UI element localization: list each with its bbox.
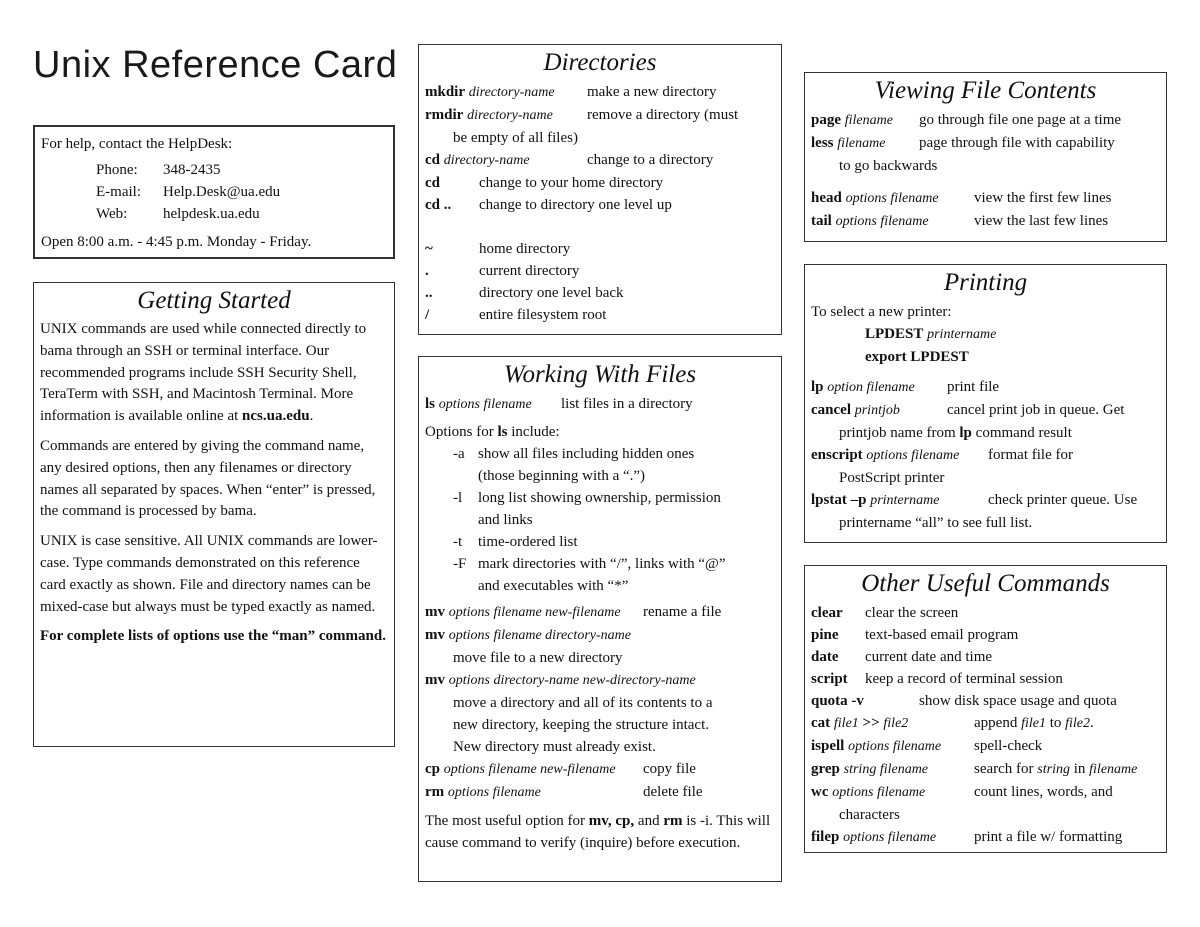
grep-row: grep string filename search for string in filename <box>811 761 1138 777</box>
printing-select: To select a new printer: <box>811 304 952 320</box>
rmdir-row: rmdir directory-name remove a directory (must <box>425 107 739 123</box>
other-commands-box <box>804 565 1167 853</box>
web-label: Web: <box>96 206 128 222</box>
ls-options-intro: Options for ls include: <box>425 424 560 440</box>
pine-row: pine text-based email program <box>811 627 1019 643</box>
symbol-current-row: . current directory <box>425 263 580 279</box>
ncs-link[interactable]: ncs.ua.edu <box>242 408 310 425</box>
ls-option-l-cont: and links <box>478 512 533 528</box>
filep-row: filep options filename print a file w/ formatting <box>811 829 1123 845</box>
getting-started-p2: Commands are entered by giving the command name, any desired options, then any filenames or directory names all separated by spaces. When “enter” is pressed, the command is processed by bama. <box>40 437 376 520</box>
mv-dir-desc-2: new directory, keeping the structure intact. <box>453 717 710 733</box>
export-row: export LPDEST <box>865 349 969 365</box>
getting-started-box <box>33 282 395 747</box>
mv-dir-desc-1: move a directory and all of its contents to a <box>453 695 713 711</box>
mv-dir-desc-3: New directory must already exist. <box>453 739 656 755</box>
helpdesk-hours: Open 8:00 a.m. - 4:45 p.m. Monday - Friday. <box>41 234 312 250</box>
ls-option-f-cont: and executables with “*” <box>478 578 629 594</box>
helpdesk-box <box>33 125 395 259</box>
ispell-row: ispell options filename spell-check <box>811 738 1043 754</box>
ls-option-a-cont: (those beginning with a “.”) <box>478 468 646 484</box>
viewing-heading: Viewing File Contents <box>874 77 1097 104</box>
phone-label: Phone: <box>96 162 138 178</box>
getting-started-heading: Getting Started <box>137 287 291 314</box>
lpstat-row: lpstat –p printername check printer queue. Use <box>811 492 1138 508</box>
symbol-root-row: / entire filesystem root <box>425 307 607 323</box>
quota-row: quota -v show disk space usage and quota <box>811 693 1117 709</box>
cancel-cont: printjob name from lp command result <box>839 425 1072 441</box>
ls-option-t: -t time-ordered list <box>453 534 578 550</box>
phone-value: 348-2435 <box>163 162 221 178</box>
working-files-heading: Working With Files <box>503 361 697 388</box>
cat-row: cat file1 >> file2 append file1 to file2. <box>811 715 1094 731</box>
ls-option-f: -F mark directories with “/”, links with “@” <box>453 556 726 572</box>
clear-row: clear clear the screen <box>811 605 959 621</box>
ls-option-l: -l long list showing ownership, permission <box>453 490 721 506</box>
page-row: page filename go through file one page at a time <box>811 112 1122 128</box>
cancel-row: cancel printjob cancel print job in queue. Get <box>811 402 1125 418</box>
mkdir-row: mkdir directory-name make a new directory <box>425 84 717 100</box>
wc-row: wc options filename count lines, words, and <box>811 784 1113 800</box>
lp-row: lp option filename print file <box>811 379 1000 395</box>
cd-home-row: cd change to your home directory <box>425 175 664 191</box>
email-value[interactable]: Help.Desk@ua.edu <box>163 184 281 200</box>
enscript-row: enscript options filename format file for <box>811 447 1073 463</box>
getting-started-p3: UNIX is case sensitive. All UNIX commands are lower-case. Type commands demonstrated on this reference card exactly as shown. File and directory names can be mixed-case but always must be typed exactly as named. <box>40 533 378 615</box>
head-row: head options filename view the first few lines <box>811 190 1112 206</box>
cd-dir-row: cd directory-name change to a directory <box>425 152 714 168</box>
mv-dir-row: mv options directory-name new-directory-name <box>425 672 696 688</box>
lpstat-cont: printername “all” to see full list. <box>839 515 1033 531</box>
rmdir-continued: be empty of all files) <box>453 130 578 146</box>
web-value[interactable]: helpdesk.ua.edu <box>163 206 260 222</box>
symbol-home-row: ~ home directory <box>425 241 571 257</box>
mv-rename-row: mv options filename new-filename rename a file <box>425 604 722 620</box>
page-title: Unix Reference Card <box>33 44 398 86</box>
ls-row: ls options filename list files in a directory <box>425 396 693 412</box>
lpdest-row: LPDEST printername <box>865 326 997 342</box>
email-label: E-mail: <box>96 184 141 200</box>
less-cont: to go backwards <box>839 158 938 174</box>
printing-heading: Printing <box>943 269 1028 296</box>
viewing-box <box>804 72 1167 242</box>
getting-started-p1: UNIX commands are used while connected directly to bama through an SSH or terminal interface. Our recommended programs include SSH Security Shell, TeraTerm with SSH, and Macintosh Terminal. More information is available online at ncs.ua.edu. <box>40 321 367 425</box>
ls-option-a: -a show all files including hidden ones <box>453 446 695 462</box>
mv-move-row: mv options filename directory-name <box>425 627 631 643</box>
cd-up-row: cd .. change to directory one level up <box>425 197 672 213</box>
enscript-cont: PostScript printer <box>839 470 945 486</box>
working-files-box <box>418 356 782 882</box>
script-row: script keep a record of terminal session <box>811 671 1063 687</box>
working-files-note: The most useful option for mv, cp, and rm is -i. This will cause command to verify (inquire) before execution. <box>425 813 771 851</box>
tail-row: tail options filename view the last few lines <box>811 213 1109 229</box>
directories-box <box>418 44 782 335</box>
date-row: date current date and time <box>811 649 993 665</box>
less-row: less filename page through file with capability <box>811 135 1115 151</box>
getting-started-p4: For complete lists of options use the “man” command. <box>40 628 386 645</box>
printing-box <box>804 264 1167 543</box>
helpdesk-intro: For help, contact the HelpDesk: <box>41 136 233 152</box>
cp-row: cp options filename new-filename copy file <box>425 761 696 777</box>
rm-row: rm options filename delete file <box>425 784 703 800</box>
mv-move-desc: move file to a new directory <box>453 650 623 666</box>
wc-cont: characters <box>839 807 900 823</box>
symbol-parent-row: .. directory one level back <box>425 285 624 301</box>
directories-heading: Directories <box>543 49 657 76</box>
other-heading: Other Useful Commands <box>861 570 1110 597</box>
helpdesk-contacts <box>41 159 387 225</box>
